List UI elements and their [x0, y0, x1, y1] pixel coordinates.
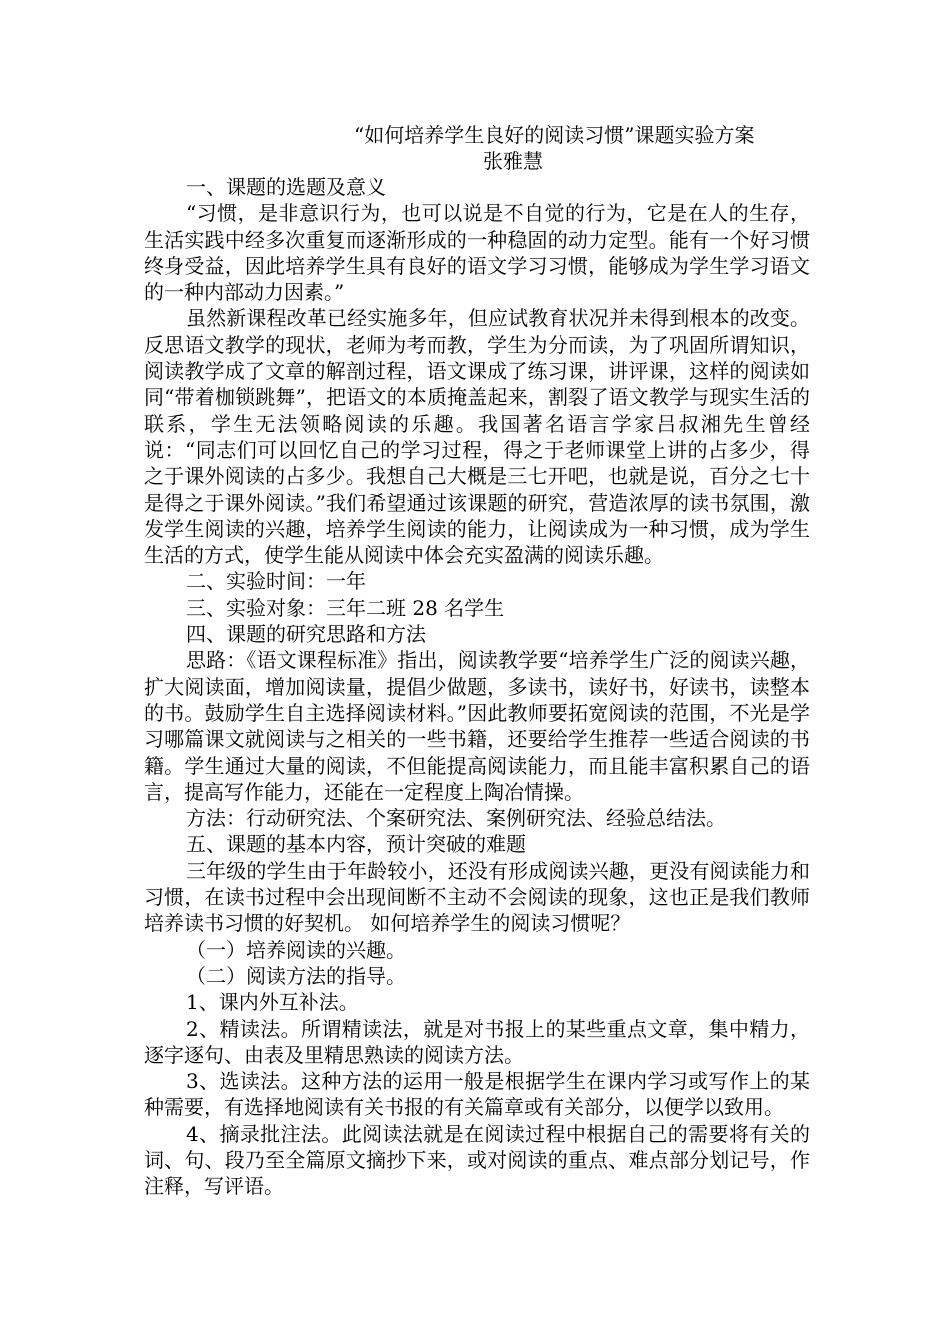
list-item-method-1: 1、课内外互补法。 — [186, 990, 359, 1015]
section-heading-research-approach: 四、课题的研究思路和方法 — [186, 622, 426, 647]
section-heading-basic-content: 五、课题的基本内容，预计突破的难题 — [186, 832, 526, 857]
paragraph-reform-reflection: 虽然新课程改革已经实施多年，但应试教育状况并未得到根本的改变。反思语文教学的现状，老师为考而教，学生为分而读，为了巩固所谓知识，阅读教学成了文章的解剖过程，语文课成了练习课，讲评课，这样的阅读如同“带着枷锁跳舞”，把语文的本质掩盖起来，割裂了语文教学与现实生活的联系，学生无法领略阅读的乐趣。我国著名语言学家吕叔湘先生曾经说：“同志们可以回忆自己的学习过程，得之于老师课堂上讲的占多少，得之于课外阅读的占多少。我想自己大概是三七开吧，也就是说，百分之七十是得之于课外阅读。”我们希望通过该课题的研究，营造浓厚的读书氛围，激发学生阅读的兴趣，培养学生阅读的能力，让阅读成为一种习惯，成为学生生活的方式，使学生能从阅读中体会充实盈满的阅读乐趣。 — [144, 306, 810, 568]
subheading-cultivate-interest: （一）培养阅读的兴趣。 — [186, 937, 406, 962]
subheading-reading-methods: （二）阅读方法的指导。 — [186, 963, 406, 988]
document-author: 张雅慧 — [483, 149, 543, 173]
paragraph-habit-quote: “习惯，是非意识行为，也可以说是不自觉的行为，它是在人的生存，生活实践中经多次重复而逐渐形成的一种稳固的动力定型。能有一个好习惯终身受益，因此培养学生具有良好的语文学习习惯，能够成为学生学习语文的一种内部动力因素。” — [144, 201, 810, 305]
list-item-method-4: 4、摘录批注法。此阅读法就是在阅读过程中根据自己的需要将有关的词、句、段乃至全篇原文摘抄下来，或对阅读的重点、难点部分划记号，作注释，写评语。 — [144, 1121, 810, 1199]
paragraph-third-grade: 三年级的学生由于年龄较小，还没有形成阅读兴趣，更没有阅读能力和习惯，在读书过程中会出现间断不主动不会阅读的现象，这也正是我们教师培养读书习惯的好契机。 如何培养学生的阅读习惯呢？ — [144, 858, 810, 936]
paragraph-approach: 思路：《语文课程标准》指出，阅读教学要“培养学生广泛的阅读兴趣，扩大阅读面，增加阅读量，提倡少做题，多读书，读好书，好读书，读整本的书。鼓励学生自主选择阅读材料。”因此教师要拓宽阅读的范围，不光是学习哪篇课文就阅读与之相关的一些书籍，还要给学生推荐一些适合阅读的书籍。学生通过大量的阅读，不但能提高阅读能力，而且能丰富积累自己的语言，提高写作能力，还能在一定程度上陶冶情操。 — [144, 648, 810, 804]
section-heading-experiment-subjects: 三、实验对象：三年二班 28 名学生 — [186, 595, 505, 620]
section-heading-topic-significance: 一、课题的选题及意义 — [186, 175, 386, 199]
list-item-method-3: 3、选读法。这种方法的运用一般是根据学生在课内学习或写作上的某种需要，有选择地阅读有关书报的有关篇章或有关部分，以便学以致用。 — [144, 1069, 810, 1120]
document-page — [144, 122, 810, 1200]
paragraph-methods: 方法：行动研究法、个案研究法、案例研究法、经验总结法。 — [186, 806, 726, 831]
document-title: “如何培养学生良好的阅读习惯”课题实验方案 — [354, 123, 755, 147]
section-heading-experiment-time: 二、实验时间：一年 — [186, 569, 366, 594]
list-item-method-2: 2、精读法。所谓精读法，就是对书报上的某些重点文章，集中精力，逐字逐句、由表及里精思熟读的阅读方法。 — [144, 1016, 810, 1067]
